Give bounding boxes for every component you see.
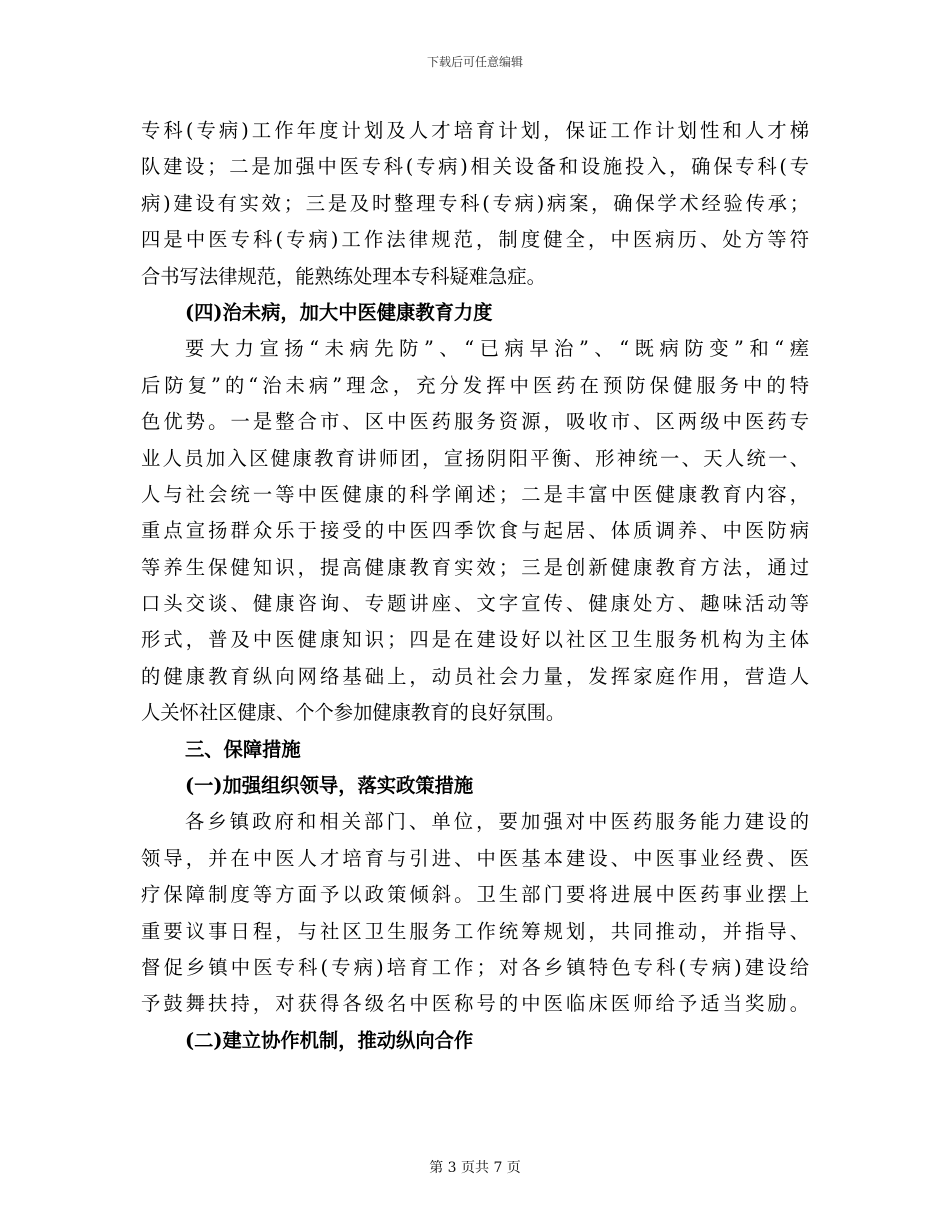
paragraph-line: 领导，并在中医人才培育与引进、中医基本建设、中医事业经费、医 bbox=[141, 846, 809, 870]
page-header: 下载后可任意编辑 bbox=[426, 55, 523, 69]
paragraph-line: 业人员加入区健康教育讲师团，宣扬阴阳平衡、形神统一、天人统一、 bbox=[141, 446, 809, 470]
paragraph-line: 人与社会统一等中医健康的科学阐述；二是丰富中医健康教育内容， bbox=[141, 482, 809, 506]
paragraph-line: 重点宣扬群众乐于接受的中医四季饮食与起居、体质调养、中医防病 bbox=[141, 519, 809, 543]
page-footer: 第 3 页共 7 页 bbox=[429, 1160, 521, 1176]
paragraph-line: 重要议事日程，与社区卫生服务工作统筹规划，共同推动，并指导、 bbox=[141, 919, 809, 943]
paragraph-line: 四是中医专科(专病)工作法律规范，制度健全，中医病历、处方等符 bbox=[141, 228, 809, 252]
paragraph-line: 各乡镇政府和相关部门、单位，要加强对中医药服务能力建设的 bbox=[185, 810, 809, 834]
paragraph-line: 病)建设有实效；三是及时整理专科(专病)病案，确保学术经验传承； bbox=[141, 191, 809, 215]
paragraph-line: 色优势。一是整合市、区中医药服务资源，吸收市、区两级中医药专 bbox=[141, 410, 809, 434]
document-body bbox=[141, 113, 809, 1059]
paragraph-line: 形式，普及中医健康知识；四是在建设好以社区卫生服务机构为主体 bbox=[141, 628, 809, 652]
paragraph-line: 督促乡镇中医专科(专病)培育工作；对各乡镇特色专科(专病)建设给 bbox=[141, 955, 809, 979]
paragraph-line: 的健康教育纵向网络基础上，动员社会力量，发挥家庭作用，营造人 bbox=[141, 664, 809, 688]
paragraph-line: 要大力宣扬“未病先防”、“已病早治”、“既病防变”和“瘥 bbox=[185, 337, 809, 361]
paragraph-line: 队建设；二是加强中医专科(专病)相关设备和设施投入，确保专科(专 bbox=[141, 155, 809, 179]
paragraph-line: 专科(专病)工作年度计划及人才培育计划，保证工作计划性和人才梯 bbox=[141, 119, 809, 142]
section-heading: (四)治未病，加大中医健康教育力度 bbox=[185, 300, 493, 324]
section-heading: (一)加强组织领导，落实政策措施 bbox=[185, 774, 474, 798]
paragraph-line: 等养生保健知识，提高健康教育实效；三是创新健康教育方法，通过 bbox=[141, 555, 809, 579]
paragraph-line: 疗保障制度等方面予以政策倾斜。卫生部门要将进展中医药事业摆上 bbox=[141, 883, 809, 907]
section-heading: (二)建立协作机制，推动纵向合作 bbox=[185, 1028, 474, 1052]
paragraph-line: 合书写法律规范，能熟练处理本专科疑难急症。 bbox=[141, 264, 546, 288]
paragraph-line: 人关怀社区健康、个个参加健康教育的良好氛围。 bbox=[141, 701, 566, 725]
section-heading: 三、保障措施 bbox=[185, 737, 301, 761]
paragraph-line: 予鼓舞扶持，对获得各级名中医称号的中医临床医师给予适当奖励。 bbox=[141, 992, 809, 1016]
paragraph-line: 口头交谈、健康咨询、专题讲座、文字宣传、健康处方、趣味活动等 bbox=[141, 592, 809, 616]
paragraph-line: 后防复”的“治未病”理念，充分发挥中医药在预防保健服务中的特 bbox=[141, 373, 809, 397]
